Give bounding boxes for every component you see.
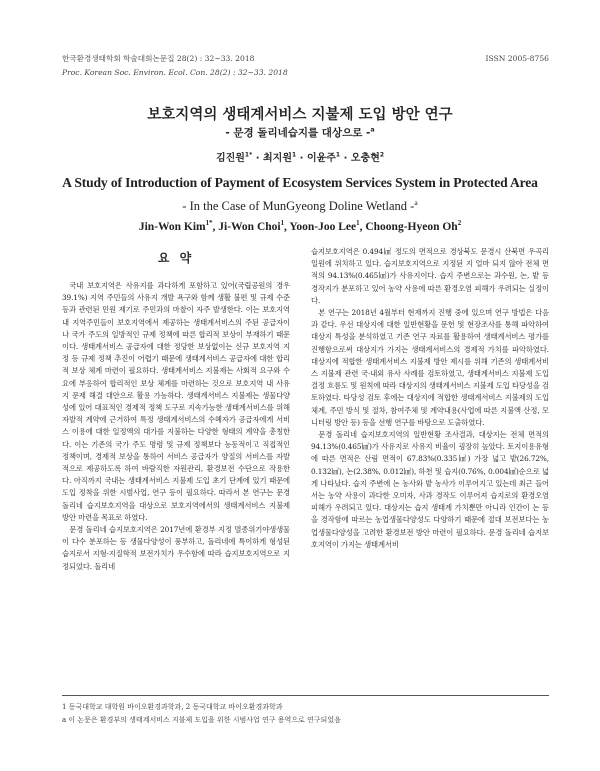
abstract-left-column xyxy=(62,280,290,573)
footnote-affiliations: 1 동국대학교 대학원 바이오환경과학과, 2 동국대학교 바이오환경과학과 xyxy=(62,703,283,711)
abstract-right-column xyxy=(311,246,549,551)
kr-author-name: 오충현 xyxy=(350,153,380,164)
en-author-affiliation-mark: 2 xyxy=(457,220,462,228)
abstract-paragraph: 문경 돌리네 습지보호지역의 일반현황 조사결과, 대상지는 전체 면적의 94.13%(0.465㎢)가 사유지로 사유지 비율이 굉장히 높았다. 토지이용유형에 따른 면적은 산림 면적이 67.83%(0.335㎢) 가장 넓고 밭(26.72%, 0.132㎢), 논(2.38%, 0.012㎢), 하천 및 습지(0.76%, 0.004㎢)순으로 넓게 나타났다. 습지 주변에 논 농사와 밭 농사가 이루어지고 있는데 최근 들어서는 농약 사용이 과다한 오미자, 사과 경작도 이루어져 습지로의 환경오염 피해가 우려되고 있다. 대상지는 습지 생태계 가치뿐만 아니라 인간이 논 등을 경작함에 따르는 농업생물다양성도 다양하기 때문에 절대 보전보다는 농업생물다양성을 고려한 환경보전 방안 마련이 필요하다. 문경 돌리네 습지보호지역이 가지는 생태계서비 xyxy=(311,430,549,549)
authors-kr xyxy=(0,149,600,164)
abstract-paragraph: 국내 보호지역은 사유지를 과다하게 포함하고 있어(국립공원의 경우 39.1%) 지역 주민들의 사유지 개발 욕구와 함께 생활 불편 및 규제 수준 등과 관련된 민원 제기로 주민과의 마찰이 자주 발생한다. 이는 보호지역 내 지역주민들이 보호지역에서 제공하는 생태계서비스의 주된 공급자이나 국가 주도의 일방적인 규제 정책에 따른 합리적 보상이 부재하기 때문이다. 생태계서비스 공급자에 대한 정당한 보상없이는 신규 보호지역 지정 등 규제 정책 추진이 어렵기 때문에 생태계서비스 공급자에 대한 합리적 보상 체계 마련이 필요하다. 생태계서비스 지불제는 사회적 요구와 수요에 부응하여 합리적인 보상 체계를 마련하는 것으로 보호지역 내 사유지 문제 해결 대안으로 활용 가능하다. 생태계서비스 지불제는 생물다양성에 있어 대표적인 경제적 정책 도구로 지속가능한 생태계서비스를 위해 자발적 계약에 근거하여 특정 생태계서비스의 수혜자가 공급자에게 서비스 이용에 대한 일정액의 대가를 지불하는 다양한 형태의 계약을 총칭한다. 이는 기존의 국가 주도 명령 및 규제 정책보다 능동적이고 직접적인 정책이며, 경제적 보상을 통하여 서비스 공급자가 양질의 서비스를 자발적으로 제공하도록 하여 바람직한 자원관리, 환경보전 수단으로 작용한다. 아직까지 국내는 생태계서비스 지불제 도입 초기 단계에 있기 때문에 도입 정착을 위한 시범사업, 연구 등이 필요하다. 따라서 본 연구는 문경 돌리네 습지보호지역을 대상으로 보호지역에서의 생태계서비스 지불제 방안 마련을 목표로 하였다. xyxy=(62,281,290,522)
abstract-paragraph: 문경 돌리네 습지보호지역은 2017년에 환경부 지정 멸종위기야생생물이 다수 분포하는 등 생물다양성이 풍부하고, 돌리네에 특이하게 형성된 습지로서 지형·지질학적 보전가치가 우수함에 따라 습지보호지역으로 지정되었다. 돌리네 xyxy=(62,525,290,571)
kr-author-name: 김진원 xyxy=(215,153,245,164)
footnote-divider xyxy=(62,695,549,696)
author-separator: , xyxy=(359,221,366,233)
en-author-affiliation-mark: 1 xyxy=(356,220,360,228)
en-author-name: Jin-Won Kim xyxy=(138,221,206,233)
paper-subtitle-kr xyxy=(0,125,600,140)
en-author-name: Ji-Won Choi xyxy=(218,221,281,233)
journal-citation-kr: 한국환경생태학회 학술대회논문집 28(2) : 32∼33. 2018 xyxy=(62,54,255,63)
author-separator: · xyxy=(340,153,351,164)
subtitle-en-text: - In the Case of MunGyeong Doline Wetland - xyxy=(182,199,415,213)
en-author-name: Choong-Hyeon Oh xyxy=(365,221,458,233)
en-author-affiliation-mark: 1* xyxy=(205,220,213,228)
kr-author-name: 이윤주 xyxy=(306,153,336,164)
subtitle-en-footnote-mark: a xyxy=(414,197,418,207)
footnote-funding: a 이 논문은 환경부의 생태계서비스 지불제 도입을 위한 시범사업 연구 용역으로 연구되었음 xyxy=(62,716,341,724)
paper-title-kr: 보호지역의 생태계서비스 지불제 도입 방안 연구 xyxy=(147,107,453,123)
journal-header xyxy=(62,52,549,80)
kr-author-affiliation-mark: 2 xyxy=(379,151,385,159)
journal-citation-en: Proc. Korean Soc. Environ. Ecol. Con. 28(2) : 32∼33. 2018 xyxy=(62,68,288,77)
kr-author-affiliation-mark: 1* xyxy=(244,151,253,159)
author-separator: · xyxy=(296,153,307,164)
subtitle-kr-text: - 문경 돌리네습지를 대상으로 - xyxy=(225,127,371,139)
author-separator: , xyxy=(212,221,219,233)
issn: ISSN 2005-8756 xyxy=(485,54,549,63)
authors-en xyxy=(0,221,600,233)
kr-author-name: 최지원 xyxy=(263,153,292,164)
footnotes xyxy=(62,701,549,727)
abstract-heading: 요 약 xyxy=(157,251,195,265)
kr-author-affiliation-mark: 1 xyxy=(335,151,341,159)
abstract-paragraph: 습지보호지역은 0.494㎢ 정도의 면적으로 경상북도 문경시 산북면 우곡리 일원에 위치하고 있다. 습지보호지역으로 지정된 지 얼마 되지 않아 전체 면적의 94.13%(0.465㎢)가 사유지이다. 습지 주변으로는 과수원, 논, 밭 등 경작지가 분포하고 있어 농약 사용에 따른 환경오염 피해가 우려되는 실정이다. xyxy=(311,247,549,305)
paper-subtitle-en xyxy=(0,199,600,214)
en-author-name: Yoon-Joo Lee xyxy=(289,221,357,233)
subtitle-kr-footnote-mark: a xyxy=(370,126,375,134)
kr-author-affiliation-mark: 1 xyxy=(291,151,297,159)
abstract-paragraph: 본 연구는 2018년 4월부터 현재까지 진행 중에 있으며 연구 방법은 다음과 같다. 우선 대상지에 대한 일반현황을 문헌 및 현장조사를 통해 파악하여 대상지 특성을 분석하였고 기존 연구 자료를 활용하여 생태계서비스 평가를 진행함으로써 대상지가 가지는 생태계서비스의 경제적 가치를 파악하였다. 대상지에 적합한 생태계서비스 지불제 방안 제시를 위해 기존의 생태계서비스 지불제 관련 국·내외 유사 사례를 검토하였고, 생태계서비스 지불제 도입결정 흐름도 및 원칙에 따라 대상지의 생태계서비스 지불제 도입 타당성을 검토하였다. 타당성 검토 후에는 대상지에 적합한 생태계서비스 지불제의 도입 체계, 주민 방식 및 절차, 참여주체 및 계약내용(사업에 따른 지불액 산정, 모니터링 방안 등) 등을 선행 연구를 바탕으로 도출하였다. xyxy=(311,308,549,427)
paper-title-en: A Study of Introduction of Payment of Ecosystem Services System in Protected Area xyxy=(62,175,538,190)
author-separator: · xyxy=(252,153,263,164)
en-author-affiliation-mark: 1 xyxy=(280,220,285,228)
author-separator: , xyxy=(284,221,290,233)
